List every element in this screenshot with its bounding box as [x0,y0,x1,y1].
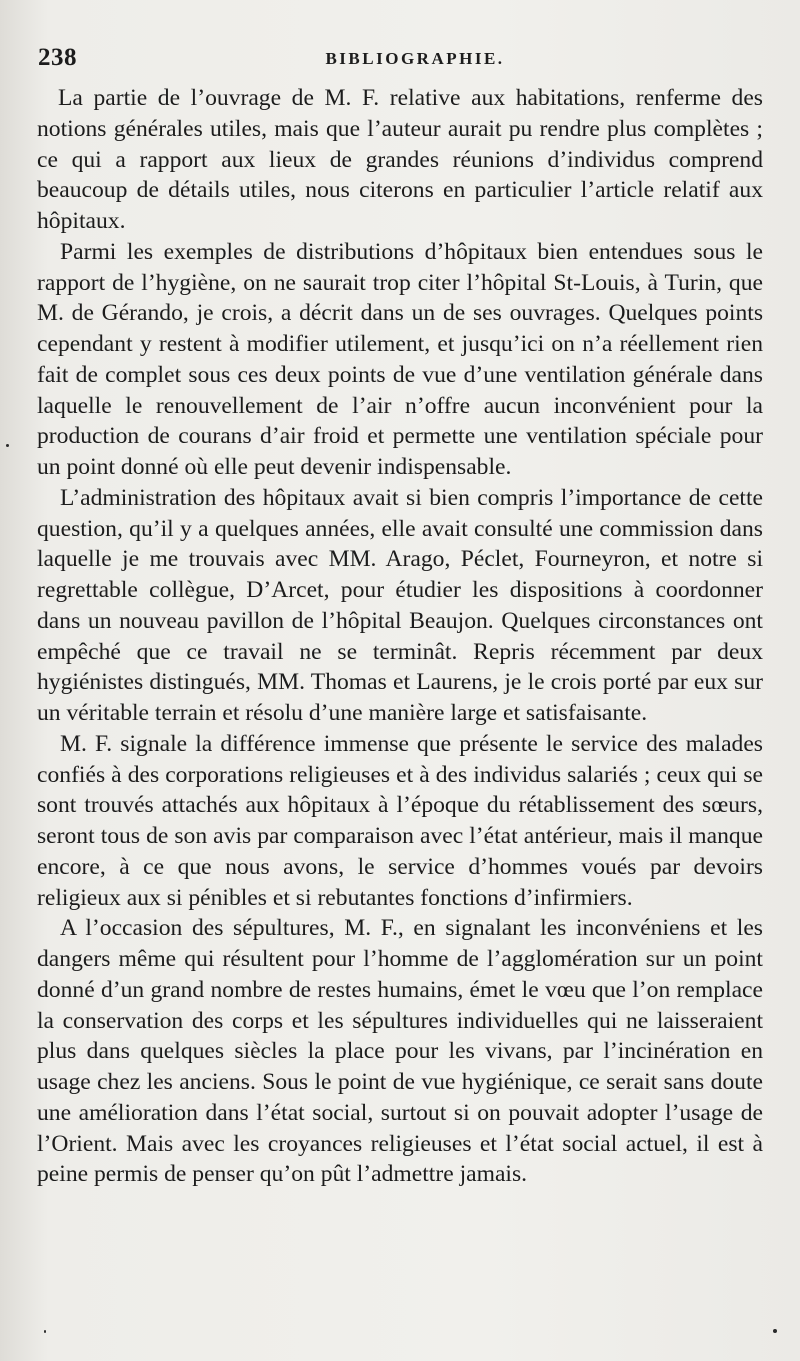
paragraph-sepultures: A l’occasion des sépultures, M. F., en signalant les inconvéniens et les dangers même qui résultent pour l’homme de l’agglomération sur un point donné d’un grand nombre de restes humains, émet le vœu que l’on remplace la conservation des corps et les sépultures individuelles qui ne laisseraient plus dans quelques siècles la place pour les vivans, par l’incinération en usage chez les anciens. Sous le point de vue hygiénique, ce serait sans doute une amélioration dans l’état social, surtout si on pouvait adopter l’usage de l’Orient. Mais avec les croyances religieuses et l’état social actuel, il est à peine permis de penser qu’on pût l’admettre jamais. [37,915,763,1188]
ink-speck [773,1329,777,1333]
paragraph-corporations-religieuses: M. F. signale la différence immense que présente le service des malades confiés à des corporations religieuses et à des individus salariés ; ceux qui se sont trouvés attachés aux hôpitaux à l’époque du rétablissement des sœurs, seront tous de son avis par comparaison avec l’état antérieur, mais il manque encore, à ce que nous avons, le service d’hommes voués par devoirs religieux aux si pénibles et si rebutantes fonctions d’infirmiers. [37,730,763,911]
ink-speck [6,444,9,447]
running-title: BIBLIOGRAPHIE. [325,49,505,68]
page-number: 238 [38,44,77,71]
page-header [38,44,762,78]
ink-speck [44,1330,46,1333]
paragraph-commission: L’administration des hôpitaux avait si bien compris l’importance de cette question, qu’il y a quelques années, elle avait consulté une commission dans laquelle je me trouvais avec MM. Arago, Péclet, Fourneyron, et notre si regrettable collègue, D’Arcet, pour étudier les dispositions à coordonner dans un nouveau pavillon de l’hôpital Beaujon. Quelques circonstances ont empêché que ce travail ne se terminât. Repris récemment par deux hygiénistes distingués, MM. Thomas et Laurens, je le crois porté par eux sur un véritable terrain et résolu d’une manière large et satisfaisante. [37,484,763,726]
body-text [37,83,763,1190]
paragraph-habitations: La partie de l’ouvrage de M. F. relative aux habitations, renferme des notions générales utiles, mais que l’auteur aurait pu rendre plus complètes ; ce qui a rapport aux lieux de grandes réunions d’individus comprend beaucoup de détails utiles, nous citerons en particulier l’article relatif aux hôpitaux. [37,85,763,234]
paragraph-hopital-st-louis: Parmi les exemples de distributions d’hôpitaux bien entendues sous le rapport de l’hygiène, on ne saurait trop citer l’hôpital St-Louis, à Turin, que M. de Gérando, je crois, a décrit dans un de ses ouvrages. Quelques points cependant y restent à modifier utilement, et jusqu’ici on n’a réellement rien fait de complet sous ces deux points de vue d’une ventilation générale dans laquelle le renouvellement de l’air n’offre aucun inconvénient pour la production de courans d’air froid et permette une ventilation spéciale pour un point donné où elle peut devenir indispensable. [37,238,763,480]
